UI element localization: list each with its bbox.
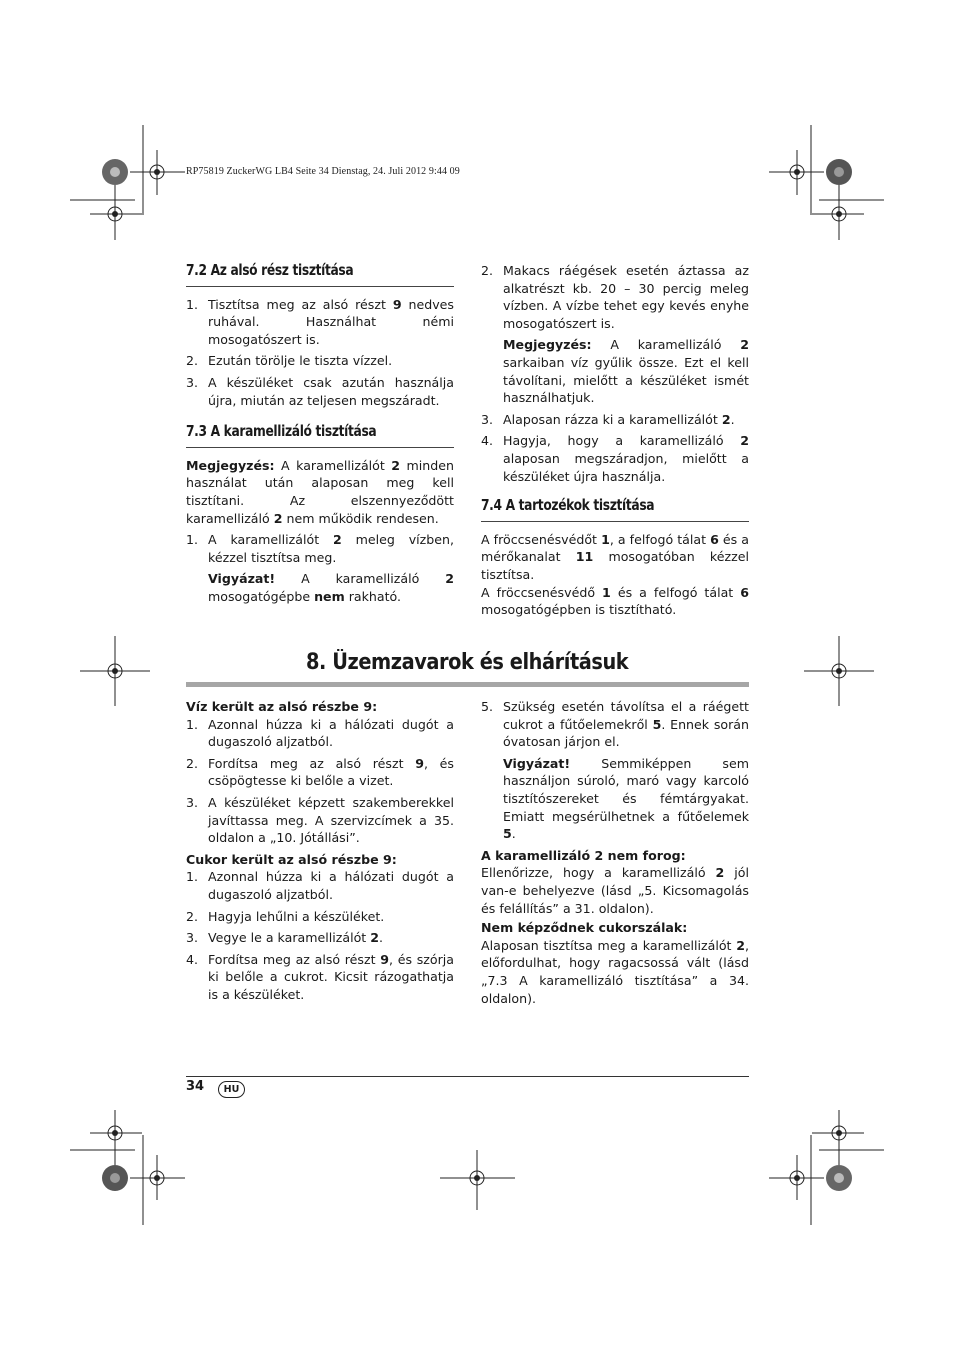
paragraph-7-4-b: A fröccsenésvédő 1 és a felfogó tálat 6 mosogatógépben is tisztítható. — [481, 584, 750, 618]
section-7-4-heading-wrap — [481, 497, 749, 522]
note-7-3-corners: Megjegyzés: A karamellizáló 2 sarkaiban víz gyűlik össze. Ezt el kell távolítani, mielőtt a készüléket ismét használhatjuk. — [503, 337, 749, 406]
list-item: 1. A karamellizálót 2 meleg vízben, kézzel tisztítsa meg. — [186, 532, 454, 565]
warning-7-3: Vigyázat! A karamellizáló 2 mosogatógépbe nem rakható. — [208, 571, 454, 604]
right-column — [481, 262, 749, 619]
paragraph-7-4-a: A fröccsenésvédőt 1, a felfogó tálat 6 és a mérőkanalat 11 mosogatóban kézzel tisztítsa. — [481, 531, 749, 582]
section-7-2-heading: 7.2 Az alsó rész tisztítása — [186, 261, 354, 279]
subheading-water: Víz került az alsó részbe 9: — [186, 699, 378, 714]
paragraph-no-threads: Alaposan tisztítsa meg a karamellizálót 2, előfordulhat, hogy ragacsossá vált (lásd „7.3 A karamellizáló tisztítása” a 34. oldalon). — [481, 937, 749, 1006]
list-item: 3. Alaposan rázza ki a karamellizálót 2. — [481, 411, 735, 427]
note-7-3: Megjegyzés: A karamellizálót 2 minden használat után alaposan meg kell tisztítani. Az elszennyeződött karamellizáló 2 nem működik rendesen. — [186, 457, 454, 526]
list-item: 2. Hagyja lehűlni a készüléket. — [186, 908, 385, 924]
subheading-no-threads: Nem képződnek cukorszálak: — [481, 920, 688, 936]
language-badge: HU — [218, 1081, 245, 1098]
list-item: 2. Fordítsa meg az alsó részt 9, és csöpögtesse ki belőle a vizet. — [186, 755, 454, 789]
list-item: 2. Ezután törölje le tiszta vízzel. — [186, 353, 393, 369]
left-column — [186, 262, 454, 610]
list-item: 5. Szükség esetén távolítsa el a ráégett cukrot a fűtőelemekről 5. Ennek során óvatosan járjon el. — [481, 699, 749, 750]
section-7-3-heading: 7.3 A karamellizáló tisztítása — [186, 422, 377, 441]
list-item: 3. A készüléket képzett szakemberekkel javíttassa meg. A szervizcímek a 35. oldalon a „10. Jótállási”. — [186, 794, 454, 846]
print-slug-line: RP75819 ZuckerWG LB4 Seite 34 Dienstag, 24. Juli 2012 9:44 09 — [186, 166, 460, 177]
footer-rule — [186, 1076, 749, 1077]
subheading-not-rotating: A karamellizáló 2 nem forog: — [481, 847, 686, 863]
page-number: 34 — [186, 1079, 205, 1094]
warning-heating-elements: Vigyázat! Semmiképpen sem használjon súroló, maró vagy karcoló tisztítószereket és fémtárgyakat. Emiatt megsérülhetnek a fűtőelemek 5. — [503, 755, 749, 842]
subheading-sugar: Cukor került az alsó részbe 9: — [186, 851, 397, 867]
section-7-4-heading: 7.4 A tartozékok tisztítása — [481, 496, 655, 515]
section-8-left-column — [186, 698, 454, 1008]
section-7-3-heading-wrap — [186, 423, 454, 448]
list-item: 4. Hagyja, hogy a karamellizáló 2 alaposan megszáradjon, mielőtt a készüléket újra használja. — [481, 433, 749, 484]
section-8-rule — [186, 682, 749, 687]
list-item: 1. Azonnal húzza ki a hálózati dugót a dugaszoló aljzatból. — [186, 716, 454, 750]
list-item: 1. Azonnal húzza ki a hálózati dugót a dugaszoló aljzatból. — [186, 869, 454, 902]
section-7-2-heading-wrap — [186, 262, 454, 287]
list-item: 1. Tisztítsa meg az alsó részt 9 nedves ruhával. Használhat némi mosogatószert is. — [186, 296, 454, 347]
list-7-2 — [186, 296, 454, 410]
section-8-right-column — [481, 698, 749, 1007]
list-item: 4. Fordítsa meg az alsó részt 9, és szórja ki belőle a cukrot. Kicsit rázogathatja is a készüléket. — [186, 951, 454, 1002]
list-item: 2. Makacs ráégések esetén áztassa az alkatrészt kb. 20 – 30 percig meleg vízben. A vízbe tehet egy kevés enyhe mosogatószert is. — [481, 263, 749, 331]
list-item: 3. Vegye le a karamellizálót 2. — [186, 930, 384, 946]
section-8-title: 8. Üzemzavarok és elhárításuk — [306, 650, 629, 675]
paragraph-not-rotating: Ellenőrizze, hogy a karamellizáló 2 jól van-e behelyezve (lásd „5. Kicsomagolás és felállítás” a 31. oldalon). — [481, 865, 749, 916]
list-item: 3. A készüléket csak azután használja újra, miután az teljesen megszáradt. — [186, 374, 454, 408]
